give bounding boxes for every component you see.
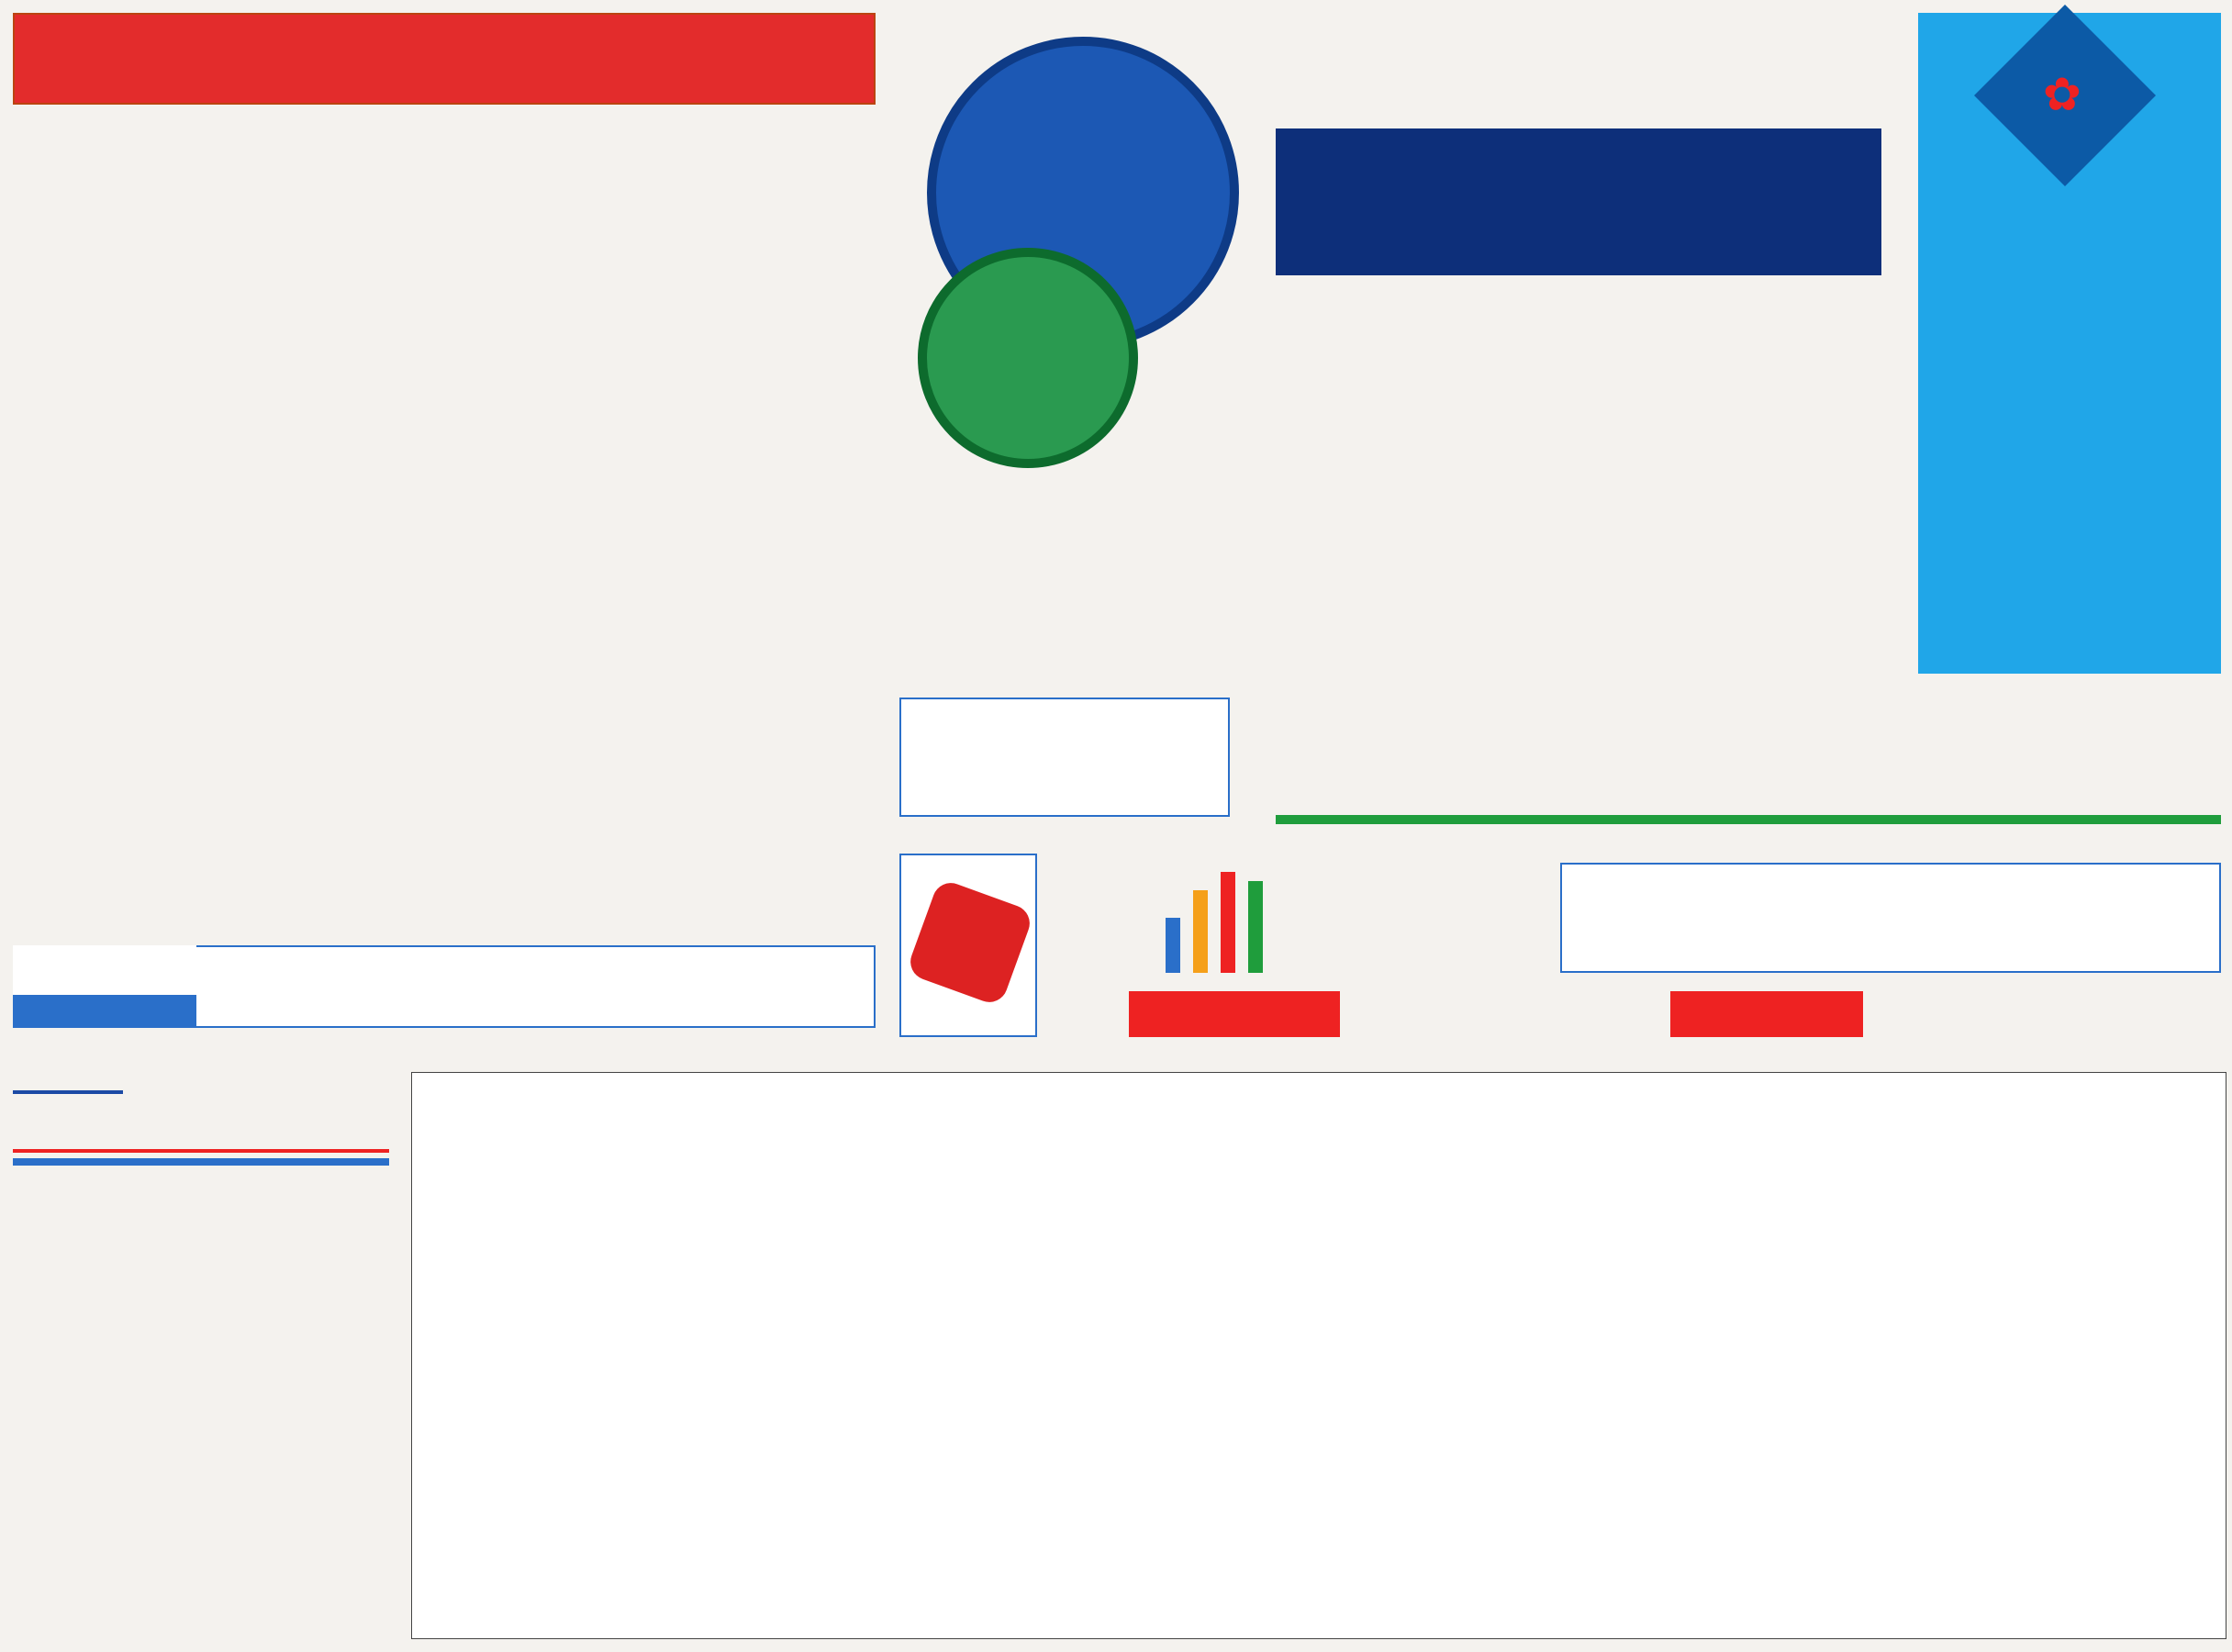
- special-icon-box: [899, 854, 1037, 1037]
- flower-icon: ✿: [2043, 68, 2081, 121]
- alt-three-label: [1670, 991, 1863, 1037]
- article-col1: [899, 431, 1367, 679]
- prize-header: [139, 1177, 264, 1200]
- zero-water-box: [899, 698, 1230, 817]
- hot-numbers-label: [13, 945, 196, 1028]
- phone-line: [13, 1094, 389, 1118]
- legend-panel: [13, 1083, 389, 1200]
- fire-icon: [906, 878, 1035, 1008]
- liuhe-logo-panel: [1918, 13, 2221, 674]
- claim-line: [13, 1118, 389, 1142]
- top-banner: [13, 13, 876, 105]
- hot-title: [13, 945, 196, 995]
- bar-chart-icon: [1138, 844, 1303, 973]
- headline: [1276, 128, 1881, 275]
- main-three-label: [1129, 991, 1340, 1037]
- color-note: [13, 1149, 389, 1153]
- article-col2: [1413, 285, 1881, 670]
- prize-header: [263, 1177, 389, 1200]
- special-text: [1560, 863, 2221, 973]
- zero-water-balls: [1285, 707, 2221, 817]
- hot-subtitle: [13, 995, 196, 1028]
- draw-grid: [412, 1073, 2227, 1640]
- prize-table: [13, 1177, 389, 1200]
- lotto-header: [13, 1158, 389, 1166]
- draw-table-panel: [411, 1072, 2226, 1639]
- divider-line: [1276, 815, 2221, 824]
